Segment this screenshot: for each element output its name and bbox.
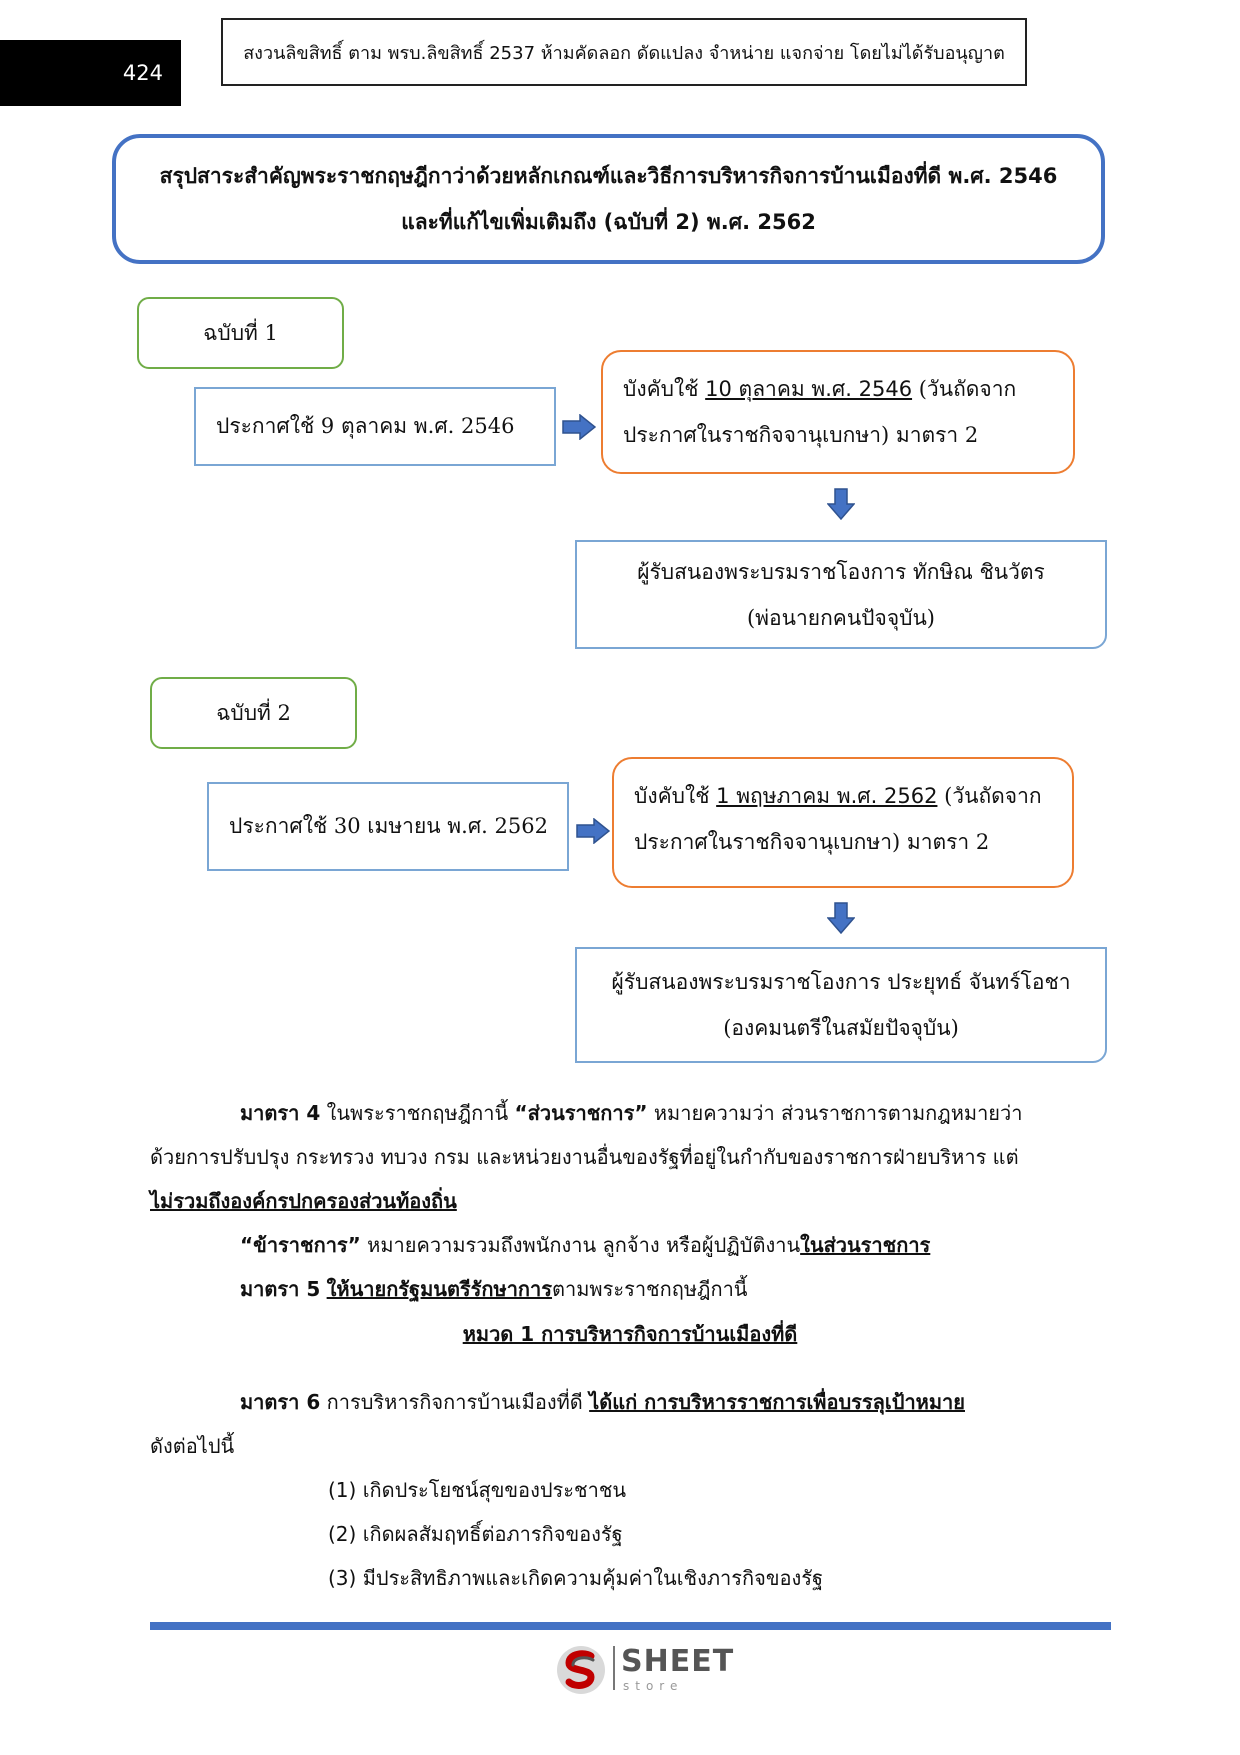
footer-divider <box>150 1622 1111 1630</box>
sheet-store-logo <box>555 1640 735 1700</box>
right-arrow-icon <box>562 414 596 440</box>
edition-1-label: ฉบับที่ 1 <box>137 297 344 369</box>
section-6-goal: ได้แก่ การบริหารราชการเพื่อบรรลุเป้าหมาย <box>589 1390 965 1414</box>
edition-2-effective: บังคับใช้ 1 พฤษภาคม พ.ศ. 2562 (วันถัดจาก ประกาศในราชกิจจานุเบกษา) มาตรา 2 <box>612 757 1074 888</box>
copyright-notice: สงวนลิขสิทธิ์ ตาม พรบ.ลิขสิทธิ์ 2537 ห้ามคัดลอก ดัดแปลง จำหน่าย แจกจ่าย โดยไม่ได้รับอนุญาต <box>221 18 1027 86</box>
edition-2-responsible: ผู้รับสนองพระบรมราชโองการ ประยุทธ์ จันทร์โอชา (องคมนตรีในสมัยปัจจุบัน) <box>575 947 1107 1063</box>
section-4: มาตรา 4 ในพระราชกฤษฎีกานี้ “ส่วนราชการ” หมายความว่า ส่วนราชการตามกฎหมายว่า ด้วยการปรับปรุง กระทรวง ทบวง กรม และหน่วยงานอื่นของรัฐที่อยู่ในกำกับของราชการฝ่ายบริหาร แต่ ไม่รวมถึงองค์กรปกครองส่วนท้องถิ่น “ข้าราชการ” หมายความรวมถึงพนักงาน ลูกจ้าง หรือผู้ปฏิบัติงานในส่วนราชการ มาตรา 5 ให้นายกรัฐมนตรีรักษาการตามพระราชกฤษฎีกานี้ <box>150 1091 1110 1311</box>
list-item: (3) มีประสิทธิภาพและเกิดความคุ้มค่าในเชิงภารกิจของรัฐ <box>328 1566 824 1590</box>
down-arrow-icon <box>827 488 855 520</box>
logo-subtext: store <box>623 1679 684 1693</box>
edition-2-effective-date: 1 พฤษภาคม พ.ศ. 2562 <box>716 784 938 808</box>
right-arrow-icon <box>576 818 610 844</box>
chapter-heading: หมวด 1 การบริหารกิจการบ้านเมืองที่ดี <box>462 1322 798 1346</box>
summary-title-box <box>112 134 1105 264</box>
list-item: (1) เกิดประโยชน์สุขของประชาชน <box>328 1478 627 1502</box>
title-line-2: และที่แก้ไขเพิ่มเติมถึง (ฉบับที่ 2) พ.ศ. 2562 <box>401 210 816 234</box>
page-number: 424 <box>0 40 181 106</box>
logo-separator <box>613 1646 615 1690</box>
exclusion-local-government: ไม่รวมถึงองค์กรปกครองส่วนท้องถิ่น <box>150 1189 457 1213</box>
edition-2-announced: ประกาศใช้ 30 เมษายน พ.ศ. 2562 <box>207 782 569 871</box>
term-government-agency: “ส่วนราชการ” <box>514 1101 648 1125</box>
edition-1-responsible: ผู้รับสนองพระบรมราชโองการ ทักษิณ ชินวัตร (พ่อนายกคนปัจจุบัน) <box>575 540 1107 649</box>
down-arrow-icon <box>827 902 855 934</box>
edition-1-effective-date: 10 ตุลาคม พ.ศ. 2546 <box>705 377 913 401</box>
edition-1-effective: บังคับใช้ 10 ตุลาคม พ.ศ. 2546 (วันถัดจาก ประกาศในราชกิจจานุเบกษา) มาตรา 2 <box>601 350 1075 474</box>
logo-text: SHEET <box>621 1644 735 1679</box>
sheet-logo-icon <box>555 1644 607 1696</box>
edition-1-announced: ประกาศใช้ 9 ตุลาคม พ.ศ. 2546 <box>194 387 556 466</box>
term-civil-servant: “ข้าราชการ” <box>240 1233 361 1257</box>
edition-2-label: ฉบับที่ 2 <box>150 677 357 749</box>
section-5: มาตรา 5 ให้นายกรัฐมนตรีรักษาการตามพระราชกฤษฎีกานี้ <box>240 1277 748 1301</box>
title-line-1: สรุปสาระสำคัญพระราชกฤษฎีกาว่าด้วยหลักเกณฑ์และวิธีการบริหารกิจการบ้านเมืองที่ดี พ.ศ. 2546 <box>159 164 1058 188</box>
list-item: (2) เกิดผลสัมฤทธิ์ต่อภารกิจของรัฐ <box>328 1522 623 1546</box>
section-6: มาตรา 6 การบริหารกิจการบ้านเมืองที่ดี ได้แก่ การบริหารราชการเพื่อบรรลุเป้าหมาย ดังต่อไปนี้ (1) เกิดประโยชน์สุขของประชาชน (2) เกิดผลสัมฤทธิ์ต่อภารกิจของรัฐ (3) มีประสิทธิภาพและเกิดความคุ้มค่าในเชิงภารกิจของรัฐ <box>150 1380 1110 1600</box>
